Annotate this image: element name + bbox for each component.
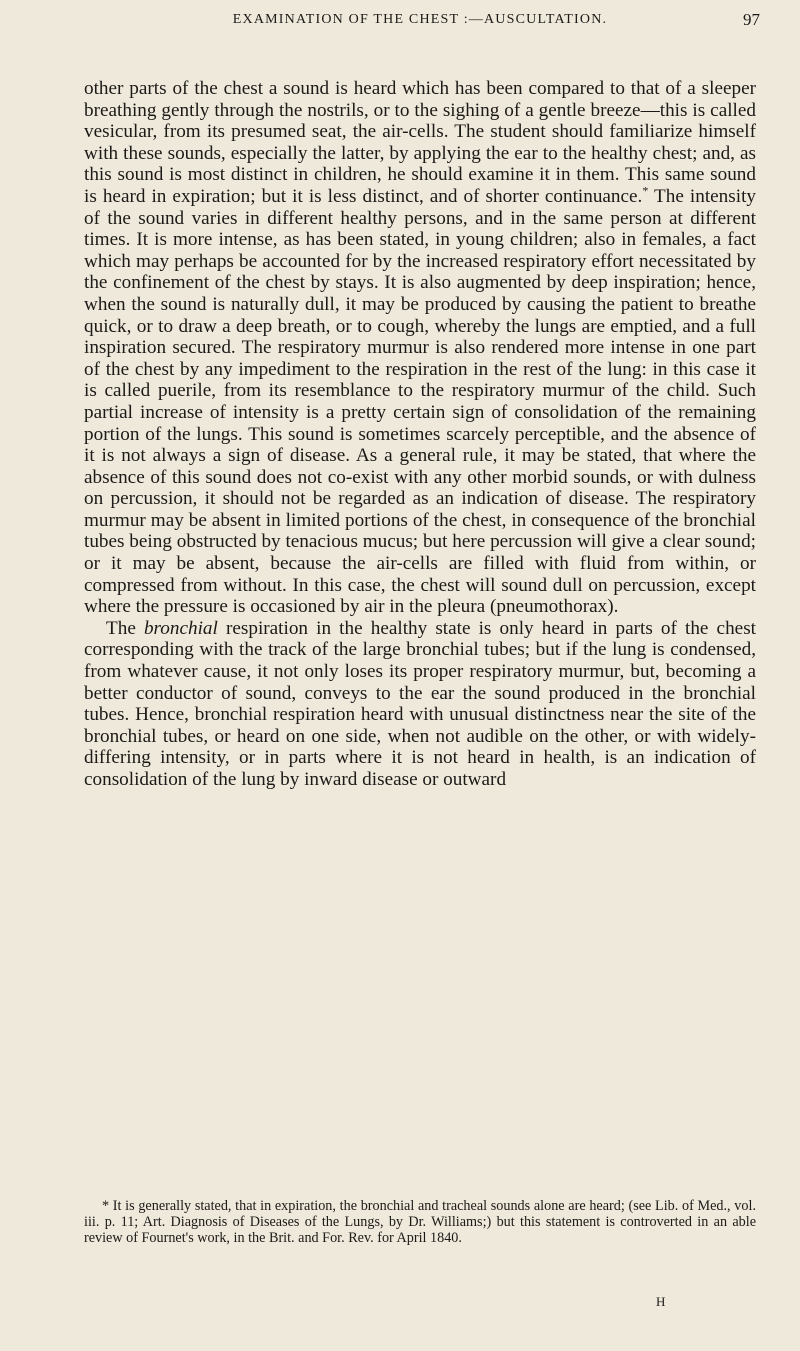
paragraph-bronchial-text: respiration in the healthy state is only heard in parts of the chest corresponding with the track of the large bronchial tubes; but if the lung is condensed, from whatever cause, it not only loses its proper respiratory murmur, but, becoming a better conductor of sound, conveys to the ear the sound produced in the bronchial tubes. Hence, bronchial respiration heard with unusual distinctness near the site of the bronchial tubes, or heard on one side, when not audible on the other, or with widely-differing intensity, or in parts where it is not heard in health, is an indication of consolidation of the lung by inward disease or outward — [84, 617, 756, 790]
signature-mark: H — [656, 1294, 666, 1309]
footnote — [84, 1198, 756, 1246]
footnote-paragraph — [84, 1198, 756, 1246]
paragraph-bronchial-lead: The — [106, 617, 144, 639]
paragraph-bronchial-term: bronchial — [143, 617, 218, 639]
footnote-text: It is generally stated, that in expiration, the bronchial and tracheal sounds alone are heard; (see Lib. of Med., vol. iii. p. 11; Art. Diagnosis of Diseases of the Lungs, by Dr. Williams;) but this statement is controverted in an able review of Fournet's work, in the Brit. and For. Rev. for April 1840. — [84, 1198, 756, 1246]
paragraph-vesicular — [84, 78, 756, 618]
paragraph-vesicular-text-a: other parts of the chest a sound is heard which has been compared to that of a sleeper breathing gently through the nostrils, or to the sighing of a gentle breeze—this is called vesicular, from its presumed seat, the air-cells. The student should familiarize himself with these sounds, especially the latter, by applying the ear to the healthy chest; and, as this sound is most distinct in children, he should examine it in them. This same sound is heard in expiration; but it is less distinct, and of shorter continuance. — [84, 78, 756, 207]
footnote-mark: * — [102, 1198, 110, 1214]
paragraph-vesicular-text-b: The intensity of the sound varies in different healthy persons, and in the same person at different times. It is more intense, as has been stated, in young children; also in females, a fact which may perhaps be accounted for by the increased respiratory effort necessitated by the confinement of the chest by stays. It is also augmented by deep inspiration; hence, when the sound is naturally dull, it may be produced by causing the patient to breathe quick, or to draw a deep breath, or to cough, whereby the lungs are emptied, and a full inspiration secured. The respiratory murmur is also rendered more intense in one part of the chest by any impediment to the respiration in the rest of the lung: in this case it is called puerile, from its resemblance to the respiratory murmur of the child. Such partial increase of intensity is a pretty certain sign of consolidation of the remaining portion of the lungs. This sound is sometimes scarcely perceptible, and the absence of it is not always a sign of disease. As a general rule, it may be stated, that where the absence of this sound does not co-exist with any other morbid sounds, or with dulness on percussion, it should not be regarded as an indication of disease. The respiratory murmur may be absent in limited portions of the chest, in consequence of the bronchial tubes being obstructed by tenacious mucus; but here percussion will give a clear sound; or it may be absent, because the air-cells are filled with fluid from within, or compressed from without. In this case, the chest will sound dull on percussion, except where the pressure is occasioned by air in the pleura (pneumothorax). — [84, 185, 756, 618]
body-text — [84, 78, 756, 791]
page-header — [80, 10, 760, 34]
paragraph-bronchial — [84, 618, 756, 791]
page-number: 97 — [743, 10, 760, 29]
running-head: EXAMINATION OF THE CHEST :—AUSCULTATION. — [232, 12, 608, 27]
footnote-reference: * — [642, 183, 649, 198]
